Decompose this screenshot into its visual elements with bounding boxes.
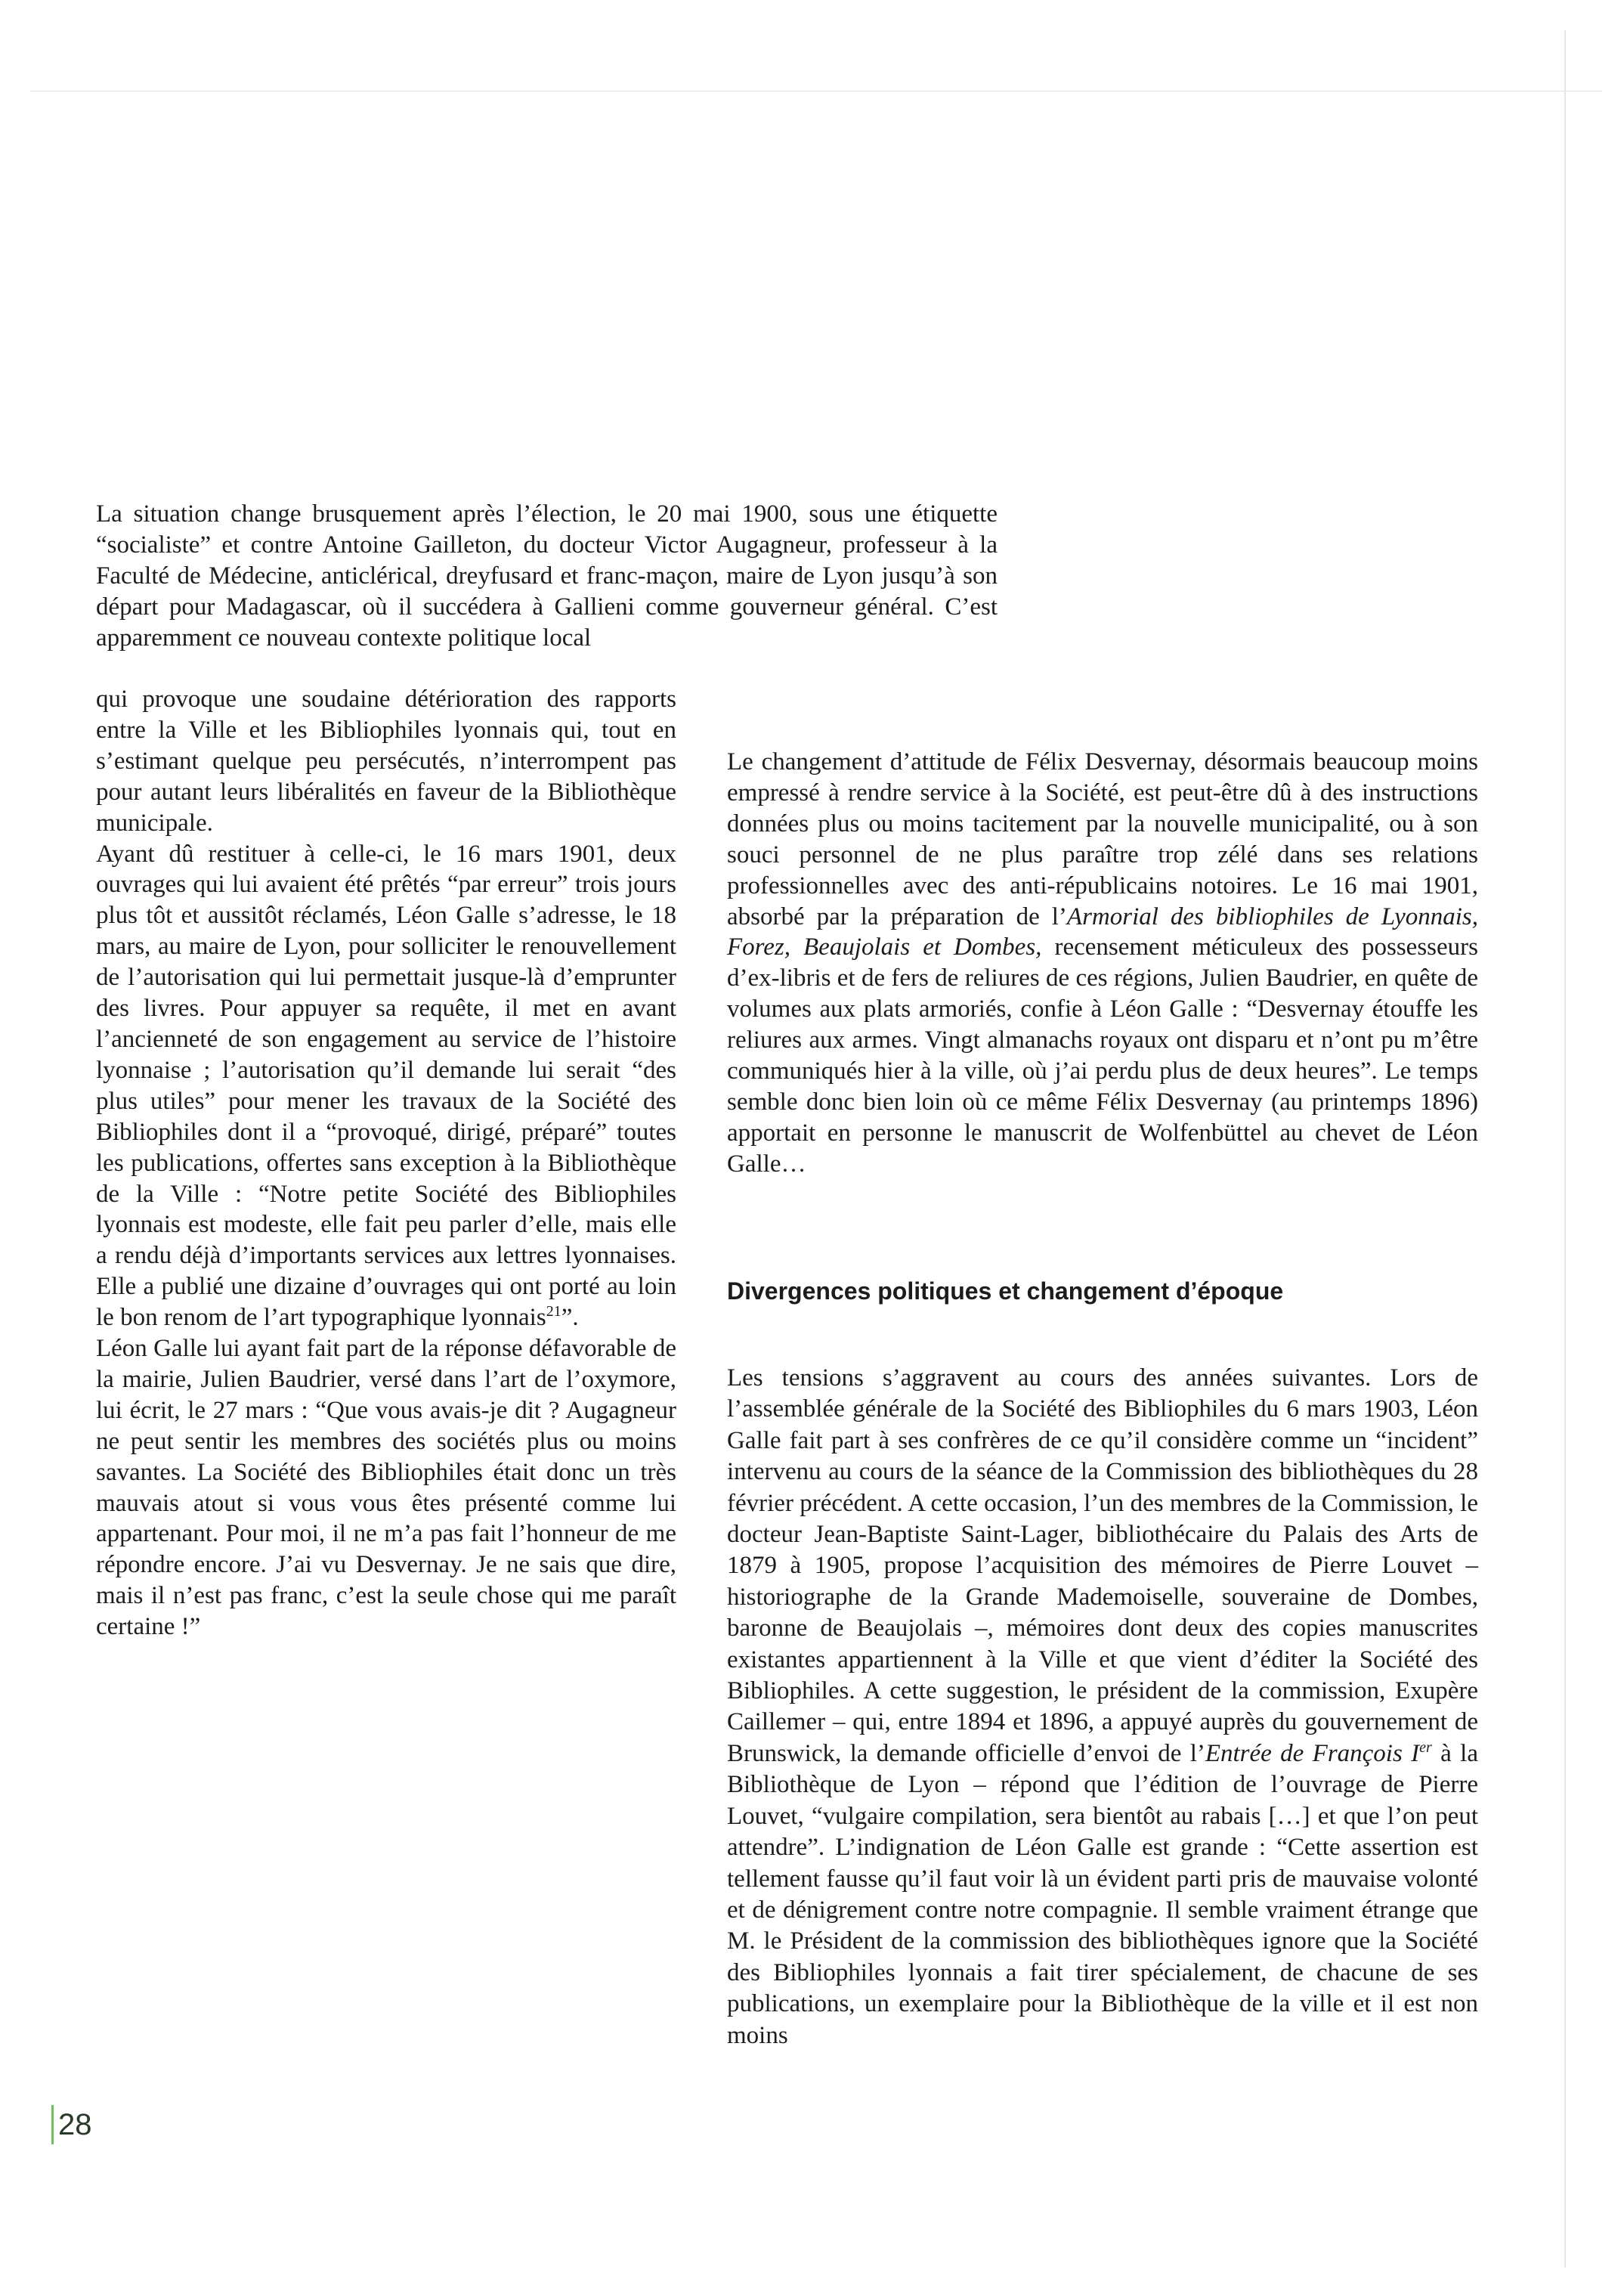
left-paragraph-2-end: ”.: [561, 1304, 579, 1332]
entree-title: [1205, 1740, 1432, 1767]
entree-title-text: Entrée de François I: [1205, 1739, 1420, 1767]
left-paragraph-3: Léon Galle lui ayant fait part de la réponse défavorable de la mairie, Julien Baudrier, versé dans l’art de l’oxymore, lui écrit, le 27 mars : “Que vous avais-je dit ? Augagneur ne peut sentir les membres des sociétés plus ou moins savantes. La Société des Bibliophiles était donc un très mauvais atout si vous vous êtes présenté comme lui appartenant. Pour moi, il ne m’a pas fait l’honneur de me répondre encore. J’ai vu Desvernay. Je ne sais que dire, mais il n’est pas franc, c’est la seule chose qui me paraît certaine !”: [96, 1335, 676, 1641]
right-paragraph-2-b: à la Bibliothèque de Lyon – répond que l’édition de l’ouvrage de Pierre Louvet, “vulgaire compilation, sera bientôt au rabais […] et que l’on peut attendre”. L’indignation de Léon Galle est grande : “Cette assertion est tellement fausse qu’il faut voir là un évident parti pris de mauvaise volonté et de dénigrement contre notre compagnie. Il semble vraiment étrange que M. le Président de la commission des bibliothèques ignore que la Société des Bibliophiles lyonnais a fait tirer spécialement, de chacune de ses publications, un exemplaire pour la Bibliothèque de la ville et il est non moins: [727, 1739, 1478, 2049]
left-paragraph-2: [96, 839, 676, 1334]
left-paragraph-2-text: Ayant dû restituer à celle-ci, le 16 mars 1901, deux ouvrages qui lui avaient été prêtés “par erreur” trois jours plus tôt et aussitôt réclamés, Léon Galle s’adresse, le 18 mars, au maire de Lyon, pour solliciter le renouvellement de l’autorisation qui lui permettait jusque-là d’emprunter des livres. Pour appuyer sa requête, il met en avant l’ancienneté de son engagement au service de l’histoire lyonnaise ; l’autorisation qu’il demande lui serait “des plus utiles” pour mener les travaux de la Société des Bibliophiles dont il a “provoqué, dirigé, préparé” toutes les publications, offertes sans exception à la Bibliothèque de la Ville : “Notre petite Société des Bibliophiles lyonnais est modeste, elle fait peu parler d’elle, mais elle a rendu déjà d’importants services aux lettres lyonnaises. Elle a publié une dizaine d’ouvrages qui ont porté au loin le bon renom de l’art typographique lyonnais: [96, 840, 676, 1332]
right-paragraph-2: [727, 1363, 1478, 2051]
left-column: [96, 684, 676, 1642]
section-heading: Divergences politiques et changement d’époque: [727, 1277, 1284, 1305]
left-paragraph-1: qui provoque une soudaine détérioration des rapports entre la Ville et les Bibliophiles lyonnais qui, tout en s’estimant quelque peu persécutés, n’interrompent pas pour autant leurs libéralités en faveur de la Bibliothèque municipale.: [96, 686, 676, 837]
footnote-ref: 21: [546, 1303, 561, 1320]
right-paragraph-1-b: recensement méticuleux des possesseurs d’ex-libris et de fers de reliures de ces régions, Julien Baudrier, en quête de volumes aux plats armoriés, confie à Léon Galle : “Desvernay étouffe les reliures aux armes. Vingt almanachs royaux ont disparu et n’ont pu m’être communiqués hier à la ville, où j’ai perdu plus de deux heures”. Le temps semble donc bien loin où ce même Félix Desvernay (au printemps 1896) apportait en personne le manuscrit de Wolfenbüttel au chevet de Léon Galle…: [727, 933, 1478, 1178]
right-margin-rule: [1564, 30, 1566, 2268]
right-paragraph-1-a: Le changement d’attitude de Félix Desvernay, désormais beaucoup moins empressé à rendre service à la Société, est peut-être dû à des instructions données plus ou moins tacitement par la nouvelle municipalité, ou à son souci personnel de ne plus paraître trop zélé dans ses relations professionnelles avec des anti-républicains notoires. Le 16 mai 1901, absorbé par la préparation de l’: [727, 748, 1478, 930]
entree-title-sup: er: [1419, 1738, 1432, 1756]
page-number: 28: [51, 2105, 92, 2144]
intro-paragraph: La situation change brusquement après l’élection, le 20 mai 1900, sous une étiquette “socialiste” et contre Antoine Gailleton, du docteur Victor Augagneur, professeur à la Faculté de Médecine, anticlérical, dreyfusard et franc-maçon, maire de Lyon jusqu’à son départ pour Madagascar, où il succédera à Gallieni comme gouverneur général. C’est apparemment ce nouveau contexte politique local: [96, 500, 998, 652]
right-paragraph-2-a: Les tensions s’aggravent au cours des années suivantes. Lors de l’assemblée générale de la Société des Bibliophiles du 6 mars 1903, Léon Galle fait part à ses confrères de ce qu’il considère comme un “incident” intervenu au cours de la séance de la Commission des bibliothèques du 28 février précédent. A cette occasion, l’un des membres de la Commission, le docteur Jean-Baptiste Saint-Lager, bibliothécaire du Palais des Arts de 1879 à 1905, propose l’acquisition des mémoires de Pierre Louvet – historiographe de la Grande Mademoiselle, souveraine de Dombes, baronne de Beaujolais –, mémoires dont deux des copies manuscrites existantes appartiennent à la Ville et que vient d’éditer la Société des Bibliophiles. A cette suggestion, le président de la commission, Exupère Caillemer – qui, entre 1894 et 1896, a appuyé auprès du gouvernement de Brunswick, la demande officielle d’envoi de l’: [727, 1364, 1478, 1767]
right-paragraph-1: [727, 747, 1478, 1180]
armorial-title: Armorial des bibliophiles de Lyonnais, Forez, Beaujolais et Dombes,: [727, 902, 1478, 961]
